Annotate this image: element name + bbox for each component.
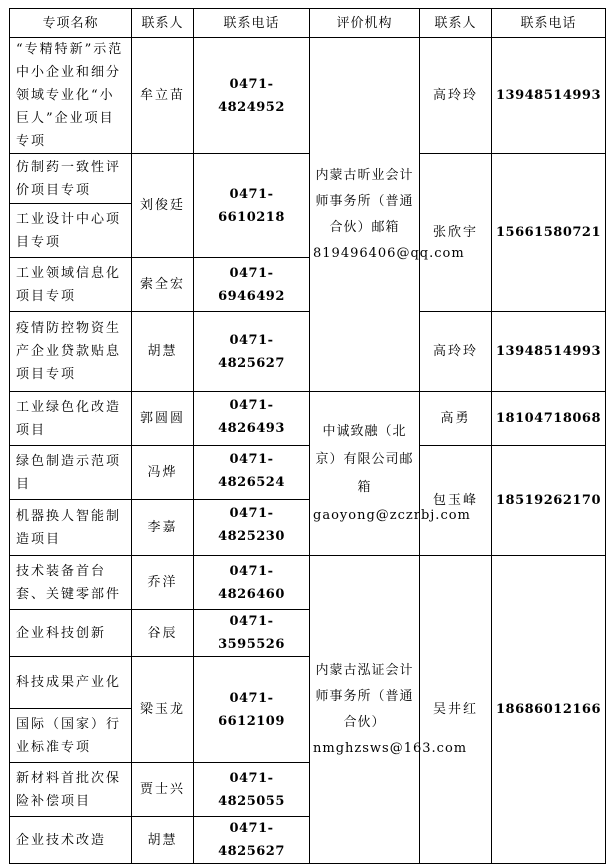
- org-contact-phone: 13948514993: [492, 312, 606, 392]
- project-name: 疫情防控物资生产企业贷款贴息项目专项: [10, 312, 132, 392]
- contact-phone: 0471-3595526: [194, 610, 310, 657]
- project-name: “专精特新”示范中小企业和细分领域专业化“小巨人”企业项目专项: [10, 38, 132, 154]
- contact-name: 郭圆圆: [132, 392, 194, 446]
- contact-table: [9, 8, 606, 864]
- header-phone: 联系电话: [194, 9, 310, 38]
- org-contact-name: 吴井红: [420, 556, 492, 864]
- org-contact-name: 张欣宇: [420, 154, 492, 312]
- contact-name: 谷辰: [132, 610, 194, 657]
- project-name: 企业科技创新: [10, 610, 132, 657]
- project-name: 技术装备首台套、关键零部件: [10, 556, 132, 610]
- table-row: [10, 392, 606, 446]
- contact-name: 胡慧: [132, 312, 194, 392]
- header-project: 专项名称: [10, 9, 132, 38]
- header-org: 评价机构: [310, 9, 420, 38]
- contact-phone: 0471-4825055: [194, 763, 310, 817]
- org-contact-name: 高勇: [420, 392, 492, 446]
- project-name: 工业设计中心项目专项: [10, 204, 132, 258]
- contact-phone: 0471-4826524: [194, 446, 310, 500]
- contact-name: 刘俊廷: [132, 154, 194, 258]
- org-contact-name: 高玲玲: [420, 312, 492, 392]
- contact-phone: 0471-6946492: [194, 258, 310, 312]
- contact-phone: 0471-4826493: [194, 392, 310, 446]
- contact-name: 冯烨: [132, 446, 194, 500]
- evaluation-org: 中诚致融（北京）有限公司邮箱gaoyong@zczrbj.com: [310, 392, 420, 556]
- evaluation-org: 内蒙古昕业会计师事务所（普通合伙）邮箱819496406@qq.com: [310, 38, 420, 392]
- org-contact-phone: 13948514993: [492, 38, 606, 154]
- contact-name: 胡慧: [132, 817, 194, 864]
- project-name: 工业绿色化改造项目: [10, 392, 132, 446]
- contact-name: 贾士兴: [132, 763, 194, 817]
- table-row: [10, 556, 606, 610]
- project-name: 新材料首批次保险补偿项目: [10, 763, 132, 817]
- project-name: 机器换人智能制造项目: [10, 500, 132, 556]
- table-row: [10, 38, 606, 154]
- contact-phone: 0471-4825230: [194, 500, 310, 556]
- contact-name: 乔洋: [132, 556, 194, 610]
- table-row: [10, 154, 606, 204]
- contact-phone: 0471-6612109: [194, 657, 310, 763]
- org-contact-name: 包玉峰: [420, 446, 492, 556]
- header-org-contact: 联系人: [420, 9, 492, 38]
- contact-phone: 0471-4826460: [194, 556, 310, 610]
- contact-phone: 0471-4825627: [194, 312, 310, 392]
- project-name: 企业技术改造: [10, 817, 132, 864]
- project-name: 工业领域信息化项目专项: [10, 258, 132, 312]
- header-row: [10, 9, 606, 38]
- org-contact-name: 高玲玲: [420, 38, 492, 154]
- table-row: [10, 446, 606, 500]
- project-name: 绿色制造示范项目: [10, 446, 132, 500]
- header-org-phone: 联系电话: [492, 9, 606, 38]
- table-row: [10, 312, 606, 392]
- contact-name: 索全宏: [132, 258, 194, 312]
- evaluation-org: 内蒙古泓证会计师事务所（普通合伙）nmghzsws@163.com: [310, 556, 420, 864]
- contact-name: 李嘉: [132, 500, 194, 556]
- org-contact-phone: 15661580721: [492, 154, 606, 312]
- org-contact-phone: 18519262170: [492, 446, 606, 556]
- contact-phone: 0471-4824952: [194, 38, 310, 154]
- project-name: 国际（国家）行业标准专项: [10, 709, 132, 763]
- project-name: 仿制药一致性评价项目专项: [10, 154, 132, 204]
- project-name: 科技成果产业化: [10, 657, 132, 709]
- contact-phone: 0471-6610218: [194, 154, 310, 258]
- header-contact: 联系人: [132, 9, 194, 38]
- org-contact-phone: 18104718068: [492, 392, 606, 446]
- contact-name: 牟立苗: [132, 38, 194, 154]
- contact-phone: 0471-4825627: [194, 817, 310, 864]
- contact-name: 梁玉龙: [132, 657, 194, 763]
- org-contact-phone: 18686012166: [492, 556, 606, 864]
